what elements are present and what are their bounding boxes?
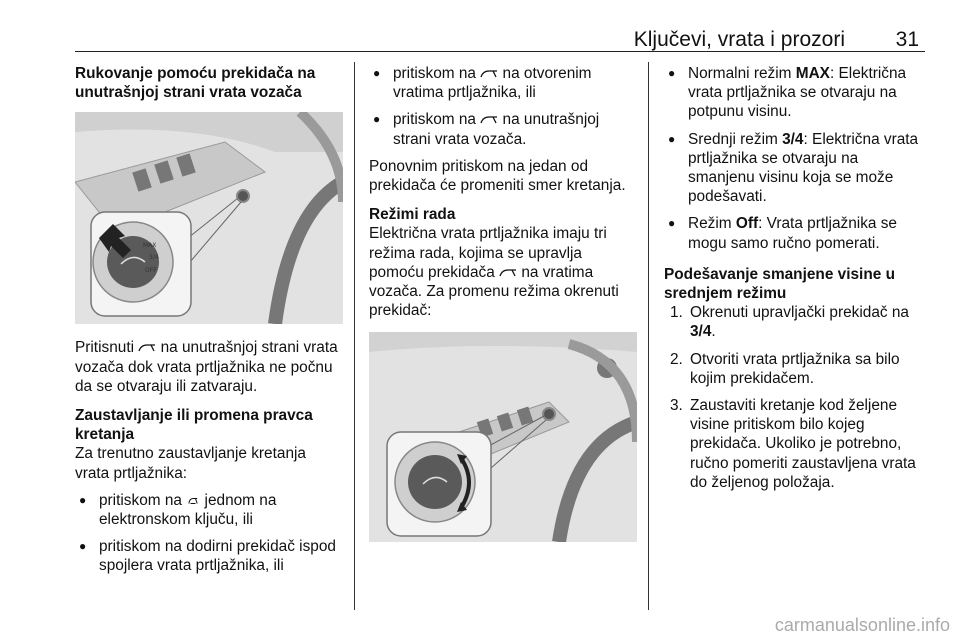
paragraph: Za trenutno zaustavljanje kretanja vrata prtljažnika: xyxy=(75,445,306,482)
switch-label-off: OFF xyxy=(145,267,157,275)
list-item: ● pritiskom na na otvorenim vratima prtljažnika, ili xyxy=(369,64,637,102)
watermark: carmanualsonline.info xyxy=(774,615,950,635)
paragraph: Pritisnuti na unutrašnjoj strani vrata vozača dok vrata prtljažnika ne počnu da se otvaraju ili zatvaraju. xyxy=(75,339,338,395)
mode-switch-illustration xyxy=(369,332,637,542)
section-heading: Rukovanje pomoću prekidača na unutrašnjoj strani vrata vozača xyxy=(75,65,316,102)
tailgate-icon xyxy=(480,115,498,125)
column-2 xyxy=(369,64,637,556)
column-3 xyxy=(664,64,926,500)
step-item: 3. Zaustaviti kretanje kod željene visine pritiskom bilo kojeg prekidača. Ukoliko je potrebno, ručno pomeriti zaustavljena vrata do željenog položaja. xyxy=(670,397,916,491)
header-rule xyxy=(75,51,925,52)
page-header xyxy=(75,28,925,54)
column-divider xyxy=(648,62,649,610)
tailgate-icon xyxy=(480,69,498,79)
paragraph: Električna vrata prtljažnika imaju tri režima rada, kojima se upravlja pomoću prekidača na vratima vozača. Za promenu režima okrenuti prekidač: xyxy=(369,225,619,320)
page-number: 31 xyxy=(895,28,919,51)
list-item: ● Normalni režim MAX: Električna vrata prtljažnika se otvaraju na potpunu visinu. xyxy=(664,64,926,122)
section-heading: Podešavanje smanjene visine u srednjem režimu xyxy=(664,265,895,303)
section-heading: Režimi rada xyxy=(369,206,456,224)
switch-label-max: MAX xyxy=(143,242,157,250)
door-switch-illustration xyxy=(75,112,343,324)
step-item: 2. Otvoriti vrata prtljažnika sa bilo kojim prekidačem. xyxy=(670,350,900,387)
list-item: ● Srednji režim 3/4: Električna vrata prtljažnika se otvaraju na smanjenu visinu koja se može podešavati. xyxy=(664,130,926,207)
switch-label-34: 3/4 xyxy=(149,254,159,262)
step-item: 1. Okrenuti upravljački prekidač na 3/4. xyxy=(670,304,909,341)
list-item: ● pritiskom na na unutrašnjoj strani vrata vozača. xyxy=(369,110,637,148)
column-1 xyxy=(75,64,343,584)
tailgate-icon xyxy=(138,343,156,353)
paragraph: Ponovnim pritiskom na jedan od prekidača će promeniti smer kretanja. xyxy=(369,157,626,195)
list-item: ● pritiskom na dodirni prekidač ispod spojlera vrata prtljažnika, ili xyxy=(75,537,343,575)
list-item: ● Režim Off: Vrata prtljažnika se mogu samo ručno pomerati. xyxy=(664,214,926,252)
section-heading: Zaustavljanje ili promena pravca kretanja xyxy=(75,407,313,444)
key-tailgate-icon xyxy=(186,496,200,506)
column-divider xyxy=(354,62,355,610)
list-item: ● pritiskom na jednom na elektronskom ključu, ili xyxy=(75,491,343,529)
tailgate-icon xyxy=(499,268,517,278)
chapter-title: Ključevi, vrata i prozori xyxy=(633,28,845,51)
